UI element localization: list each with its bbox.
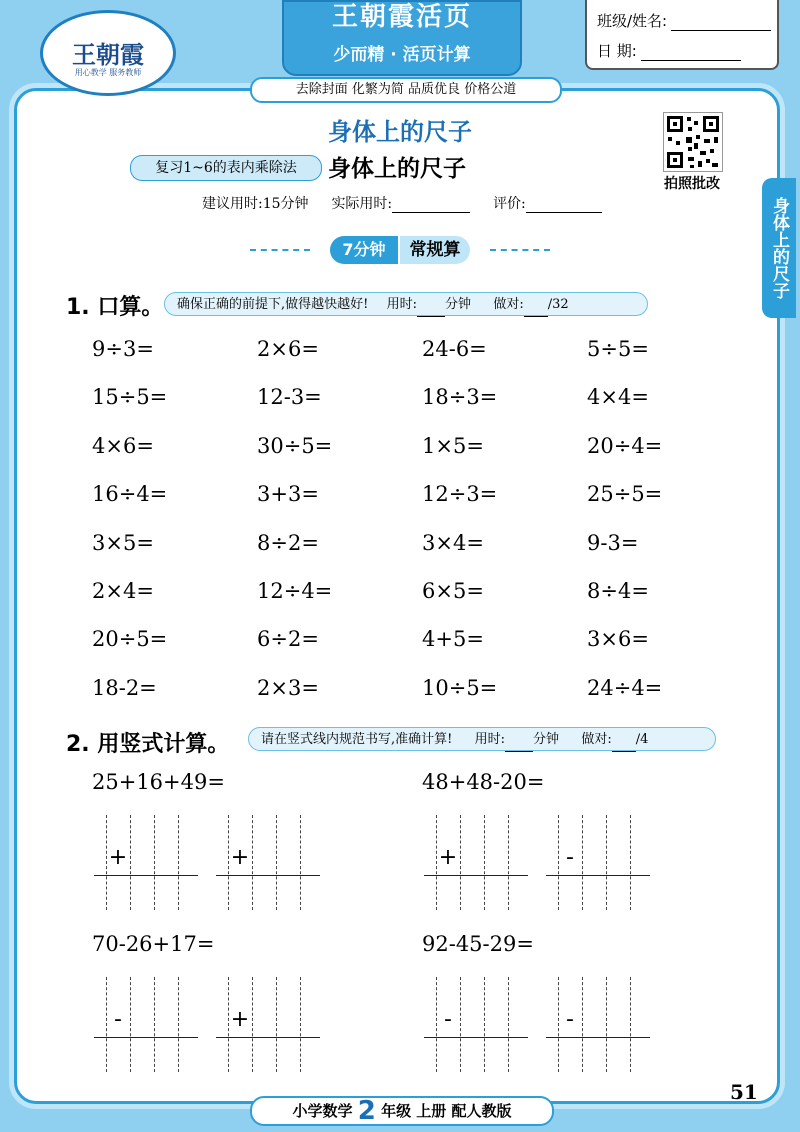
vertical-calc-grid[interactable] — [552, 977, 662, 1072]
grid-dashed-line — [630, 977, 631, 1072]
actual-time-label: 实际用时: — [331, 196, 393, 212]
grid-dashed-line — [178, 815, 179, 910]
grid-dashed-line — [460, 815, 461, 910]
grid-dashed-line — [508, 815, 509, 910]
class-name-row — [597, 10, 771, 31]
oral-problem: 8÷4= — [587, 579, 649, 603]
grid-dashed-line — [276, 977, 277, 1072]
oral-problem: 16÷4= — [92, 482, 168, 506]
oral-problem: 4+5= — [422, 627, 484, 651]
oral-problem: 12-3= — [257, 385, 322, 409]
grid-result-line — [424, 875, 528, 876]
date-row — [597, 40, 741, 61]
section1-time-field[interactable] — [417, 304, 445, 317]
section2-hint-pill — [248, 727, 716, 751]
oral-problem: 3+3= — [257, 482, 319, 506]
slogan-pill: 去除封面 化繁为简 品质优良 价格公道 — [250, 77, 562, 103]
footer-grade: 2 — [357, 1096, 376, 1126]
grid-dashed-line — [484, 977, 485, 1072]
vertical-calc-grid[interactable] — [222, 977, 332, 1072]
class-name-field[interactable] — [671, 16, 771, 31]
operator-sign: + — [230, 1007, 250, 1032]
operator-sign: + — [230, 845, 250, 870]
timing-row — [202, 193, 602, 213]
grid-dashed-line — [460, 977, 461, 1072]
oral-problem: 2×6= — [257, 337, 319, 361]
logo-subtext: 用心教学 服务教师 — [74, 68, 142, 77]
review-topic-pill: 复习1~6的表内乘除法 — [130, 155, 322, 181]
oral-problem: 6÷2= — [257, 627, 319, 651]
oral-problem: 12÷4= — [257, 579, 333, 603]
section1-total: /32 — [547, 297, 569, 312]
vertical-calc-grid[interactable] — [222, 815, 332, 910]
grid-dashed-line — [130, 815, 131, 910]
rating-label: 评价: — [493, 196, 526, 212]
operator-sign: + — [438, 845, 458, 870]
operator-sign: - — [566, 1007, 574, 1032]
brand-tagline: 少而精 · 活页计算 — [333, 45, 471, 65]
vertical-problem-1: 25+16+49= — [92, 770, 225, 794]
section-badge — [330, 236, 470, 264]
grid-result-line — [424, 1037, 528, 1038]
section1-time-label: 用时: — [386, 297, 418, 312]
oral-problem: 20÷4= — [587, 434, 663, 458]
footer-subject: 小学数学 — [292, 1102, 353, 1120]
vertical-calc-grid[interactable] — [100, 977, 210, 1072]
oral-problem: 4×4= — [587, 385, 649, 409]
oral-problem: 3×6= — [587, 627, 649, 651]
section2-time-label: 用时: — [474, 732, 506, 747]
oral-problem: 18-2= — [92, 676, 157, 700]
grid-dashed-line — [252, 977, 253, 1072]
brand-logo — [40, 10, 176, 96]
badge-dash-right — [490, 249, 550, 251]
vertical-problem-2: 48+48-20= — [422, 770, 545, 794]
logo-text: 王朝霞 — [72, 40, 144, 69]
page-title: 身体上的尺子 — [328, 118, 472, 146]
lesson-subtitle: 身体上的尺子 — [328, 156, 466, 182]
qr-caption: 拍照批改 — [664, 176, 720, 192]
oral-problem: 15÷5= — [92, 385, 168, 409]
grid-result-line — [216, 1037, 320, 1038]
operator-sign: - — [444, 1007, 452, 1032]
brand-banner — [282, 0, 522, 76]
badge-dash-left — [250, 249, 310, 251]
vertical-calc-grid[interactable] — [552, 815, 662, 910]
oral-problem: 24÷4= — [587, 676, 663, 700]
vertical-calc-grid[interactable] — [430, 815, 540, 910]
section2-correct-label: 做对: — [581, 732, 612, 747]
section1-correct-label: 做对: — [493, 297, 524, 312]
actual-time-field[interactable] — [392, 200, 470, 213]
grid-result-line — [546, 1037, 650, 1038]
qr-code-icon — [664, 113, 722, 171]
grid-dashed-line — [154, 977, 155, 1072]
oral-problem: 5÷5= — [587, 337, 649, 361]
section2-time-field[interactable] — [505, 739, 533, 752]
oral-problem: 18÷3= — [422, 385, 498, 409]
oral-problem: 4×6= — [92, 434, 154, 458]
section1-time-unit: 分钟 — [445, 297, 472, 312]
side-tab: 身体上的尺子 — [762, 178, 796, 318]
grid-result-line — [94, 875, 198, 876]
vertical-calc-grid[interactable] — [430, 977, 540, 1072]
grid-dashed-line — [178, 977, 179, 1072]
oral-problem: 6×5= — [422, 579, 484, 603]
section2-heading: 2. 用竖式计算。 — [66, 732, 230, 757]
badge-minutes: 7分钟 — [330, 236, 398, 264]
vertical-problem-3: 70-26+17= — [92, 932, 215, 956]
grid-result-line — [216, 875, 320, 876]
grid-dashed-line — [582, 815, 583, 910]
section1-correct-field[interactable] — [524, 304, 548, 317]
oral-problem: 10÷5= — [422, 676, 498, 700]
oral-problem: 8÷2= — [257, 531, 319, 555]
section2-correct-field[interactable] — [612, 739, 636, 752]
date-field[interactable] — [641, 46, 741, 61]
section1-hint: 确保正确的前提下,做得越快越好! — [177, 297, 369, 312]
oral-problem: 30÷5= — [257, 434, 333, 458]
oral-problem: 3×5= — [92, 531, 154, 555]
oral-problem: 1×5= — [422, 434, 484, 458]
grid-dashed-line — [300, 815, 301, 910]
vertical-problem-4: 92-45-29= — [422, 932, 534, 956]
vertical-calc-grid[interactable] — [100, 815, 210, 910]
section2-hint: 请在竖式线内规范书写,准确计算! — [261, 732, 453, 747]
class-name-label: 班级/姓名: — [597, 12, 668, 30]
section1-heading: 1. 口算。 — [66, 295, 164, 320]
oral-problem: 25÷5= — [587, 482, 663, 506]
section2-total: /4 — [635, 732, 649, 747]
oral-problem: 12÷3= — [422, 482, 498, 506]
badge-label: 常规算 — [400, 236, 470, 264]
oral-problem: 20÷5= — [92, 627, 168, 651]
footer-grade-suffix: 年级 上册 配人教版 — [381, 1102, 512, 1120]
grid-dashed-line — [630, 815, 631, 910]
operator-sign: - — [566, 845, 574, 870]
suggested-time: 建议用时:15分钟 — [202, 196, 309, 212]
footer-pill — [250, 1096, 554, 1126]
operator-sign: - — [114, 1007, 122, 1032]
grid-dashed-line — [276, 815, 277, 910]
grid-result-line — [94, 1037, 198, 1038]
oral-problem: 2×3= — [257, 676, 319, 700]
grid-dashed-line — [154, 815, 155, 910]
student-info-box — [585, 0, 779, 70]
grid-dashed-line — [300, 977, 301, 1072]
date-label: 日 期: — [597, 42, 637, 60]
oral-problem: 2×4= — [92, 579, 154, 603]
grid-dashed-line — [508, 977, 509, 1072]
oral-problem: 9÷3= — [92, 337, 154, 361]
grid-dashed-line — [606, 977, 607, 1072]
oral-problem: 3×4= — [422, 531, 484, 555]
grid-dashed-line — [606, 815, 607, 910]
grid-dashed-line — [484, 815, 485, 910]
grid-dashed-line — [252, 815, 253, 910]
oral-problem: 9-3= — [587, 531, 639, 555]
section1-hint-pill — [164, 292, 648, 316]
operator-sign: + — [108, 845, 128, 870]
rating-field[interactable] — [526, 200, 602, 213]
brand-name: 王朝霞活页 — [331, 2, 472, 32]
grid-dashed-line — [582, 977, 583, 1072]
oral-problem: 24-6= — [422, 337, 487, 361]
page-number: 51 — [730, 1080, 758, 1104]
section2-time-unit: 分钟 — [533, 732, 560, 747]
grid-dashed-line — [130, 977, 131, 1072]
qr-code[interactable] — [663, 112, 723, 172]
grid-result-line — [546, 875, 650, 876]
